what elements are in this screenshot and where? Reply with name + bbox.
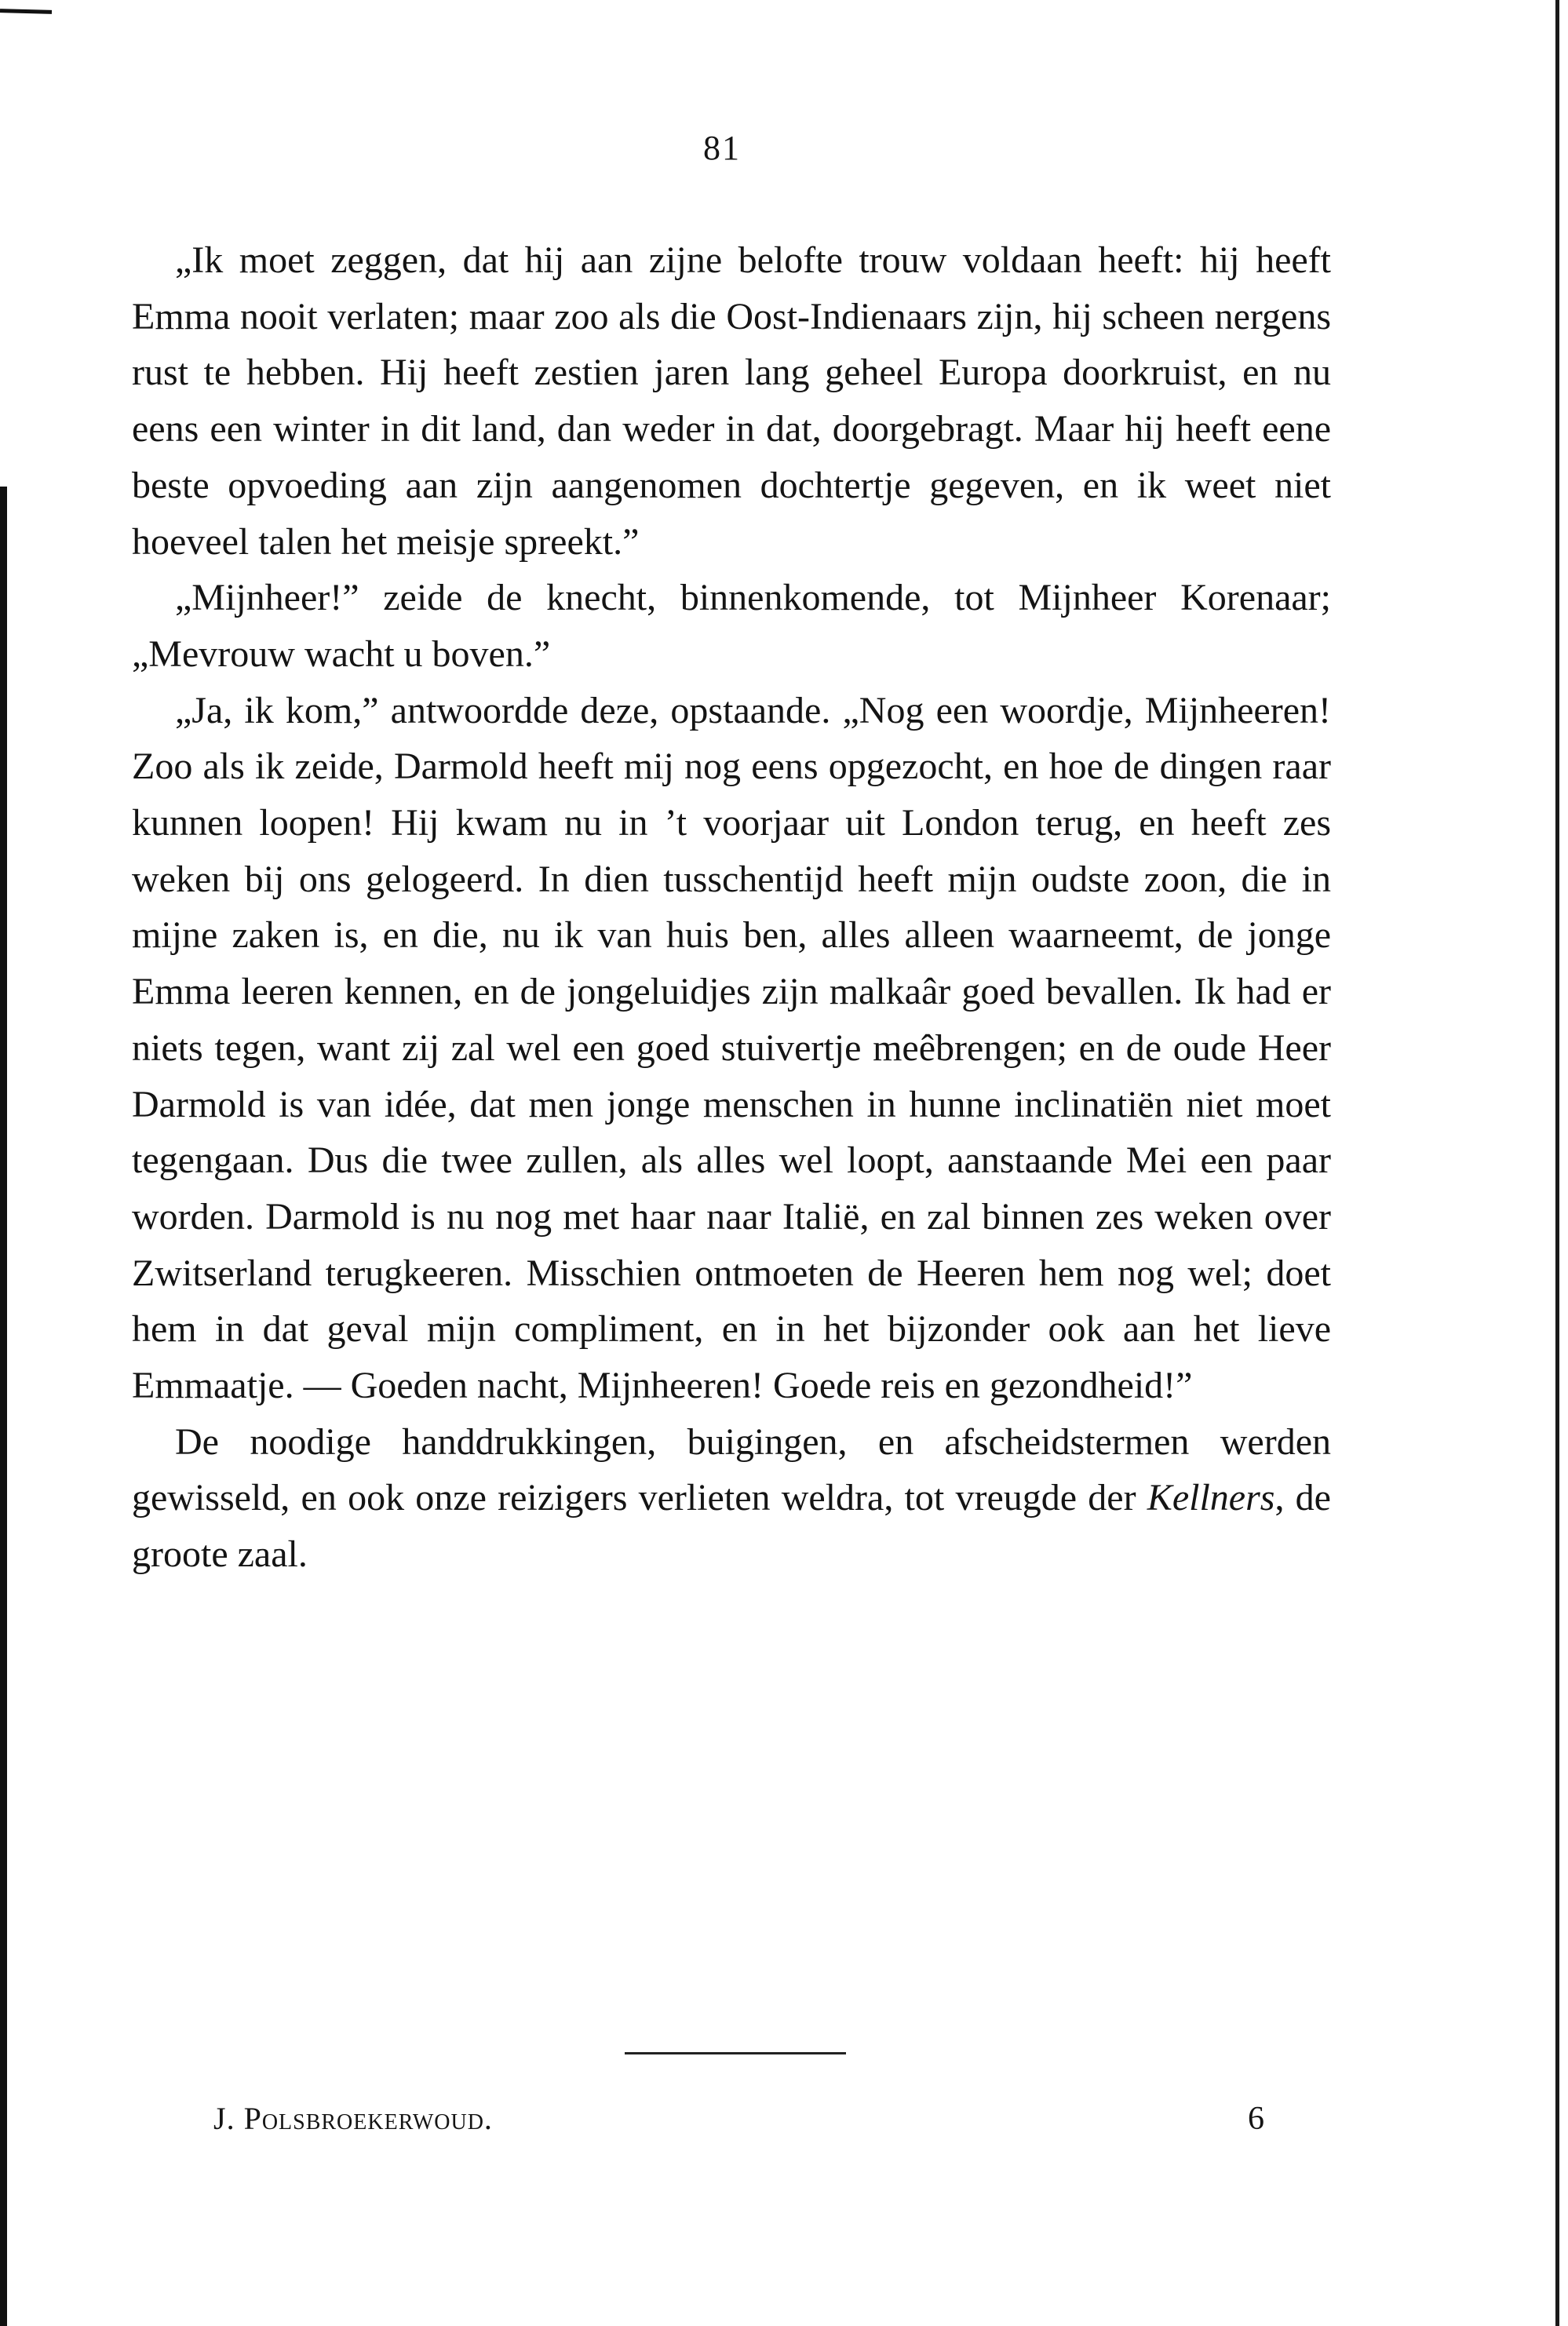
paragraph-2: „Mijnheer!” zeide de knecht, binnenkomende, tot Mijnheer Korenaar; „Mevrouw wacht u boven.” [132, 577, 1331, 675]
paragraph-4-after: , de groote zaal. [132, 1477, 1331, 1576]
page-number: 81 [703, 129, 741, 167]
paragraph-4 [132, 1414, 1331, 1583]
paragraph-4-before: De noodige handdrukkingen, buigingen, en afscheidstermen werden gewisseld, en ook onze reizigers verlieten weldra, tot vreugde der [132, 1420, 1331, 1519]
scan-edge-left [0, 487, 7, 2326]
scan-edge-right [1555, 0, 1559, 2326]
body-text [132, 232, 1331, 1583]
scan-edge-top [0, 9, 52, 14]
footer-author: J. Polsbroekerwoud. [213, 2101, 493, 2136]
footer-signature-mark: 6 [1248, 2101, 1264, 2137]
paragraph-4-italic-word: Kellners [1147, 1477, 1275, 1519]
paragraph-3: „Ja, ik kom,” antwoordde deze, opstaande. „Nog een woordje, Mijnheeren! Zoo als ik zeide, Darmold heeft mij nog eens opgezocht, en hoe de dingen raar kunnen loopen! Hij kwam nu in ’t voorjaar uit London terug, en heeft zes weken bij ons gelogeerd. In dien tusschentijd heeft mijn oudste zoon, die in mijne zaken is, en die, nu ik van huis ben, alles alleen waarneemt, de jonge Emma leeren kennen, en de jongeluidjes zijn malkaâr goed bevallen. Ik had er niets tegen, want zij zal wel een goed stuivertje meêbrengen; en de oude Heer Darmold is van idée, dat men jonge menschen in hunne inclinatiën niet moet tegengaan. Dus die twee zullen, als alles wel loopt, aanstaande Mei een paar worden. Darmold is nu nog met haar naar Italië, en zal binnen zes weken over Zwitserland terugkeeren. Misschien ontmoeten de Heeren hem nog wel; doet hem in dat geval mijn compliment, en in het bijzonder ook aan het lieve Emmaatje. — Goeden nacht, Mijnheeren! Goede reis en gezondheid!” [132, 689, 1331, 1407]
section-rule [625, 2052, 846, 2054]
paragraph-1: „Ik moet zeggen, dat hij aan zijne belofte trouw voldaan heeft: hij heeft Emma nooit verlaten; maar zoo als die Oost-Indienaars zijn, hij scheen nergens rust te hebben. Hij heeft zestien jaren lang geheel Europa doorkruist, en nu eens een winter in dit land, dan weder in dat, doorgebragt. Maar hij heeft eene beste opvoeding aan zijn aangenomen dochtertje gegeven, en ik weet niet hoeveel talen het meisje spreekt.” [132, 239, 1331, 563]
